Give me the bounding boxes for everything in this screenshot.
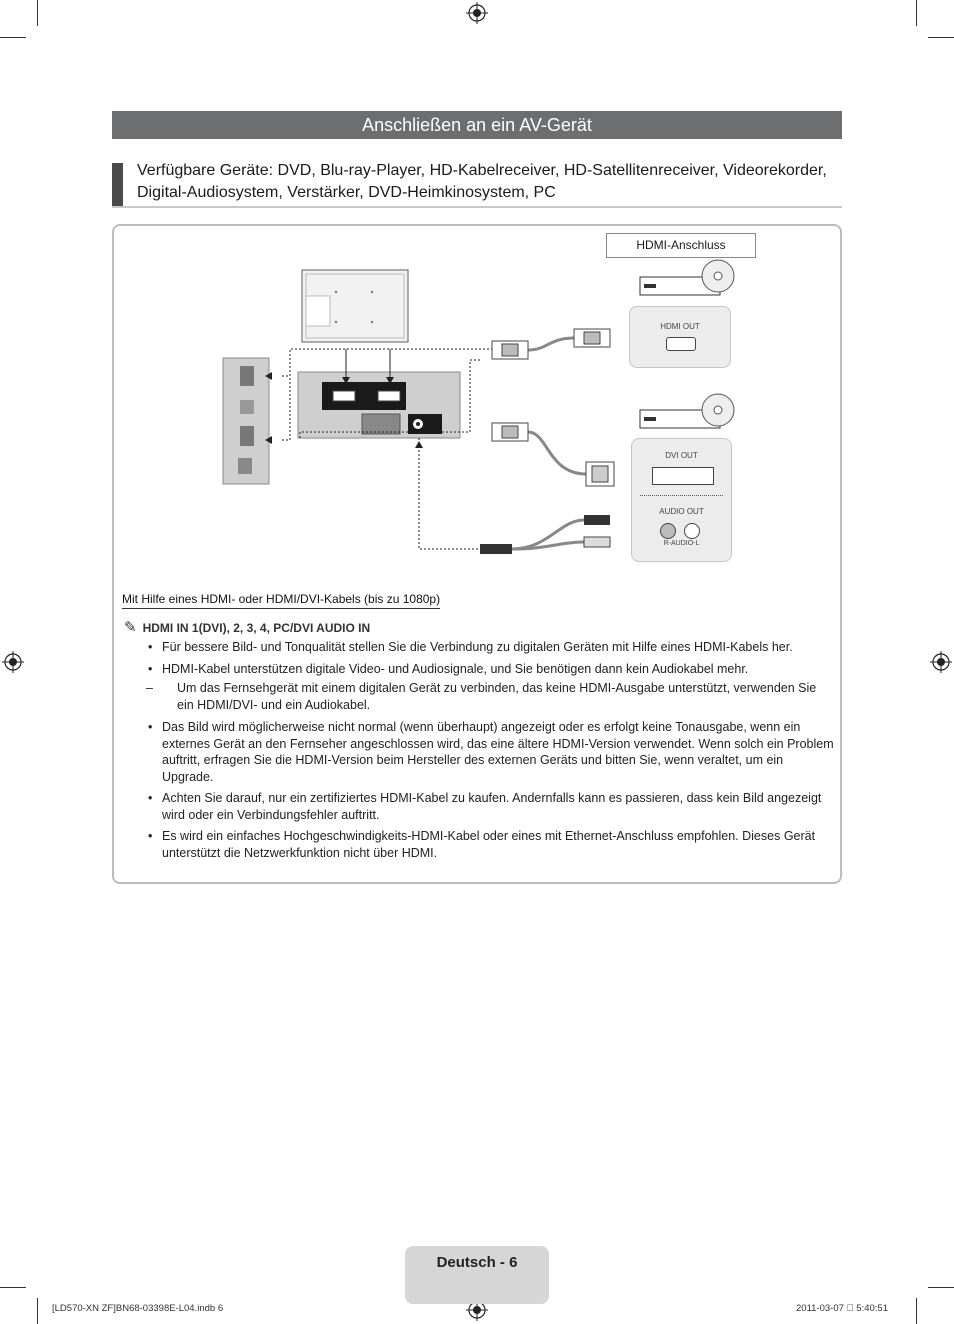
- hdmi-connection-label: HDMI-Anschluss: [606, 233, 756, 258]
- device2-port-panel: [631, 438, 732, 562]
- note-text: HDMI IN 1(DVI), 2, 3, 4, PC/DVI AUDIO IN: [142, 621, 371, 635]
- crop-mark: [37, 0, 38, 26]
- page-number-tab: Deutsch - 6: [405, 1246, 549, 1304]
- heading-marker: [112, 163, 123, 206]
- port-divider: [640, 495, 723, 496]
- imprint-timestamp: 2011-03-07   5:40:51: [796, 1303, 888, 1314]
- crop-mark: [0, 1287, 26, 1288]
- crop-mark: [37, 1298, 38, 1324]
- tv-side-panel: [223, 358, 269, 484]
- list-item: • Das Bild wird möglicherweise nicht normal (wenn überhaupt) angezeigt oder es erfolgt keine Tonausgabe, wenn ein externes Gerät an den Fernseher angeschlossen wird, das eine ältere HDMI-Version verwendet. Wenn solch ein Problem auftritt, erfragen Sie die HDMI-Version beim Hersteller des externen Geräts und bitten Sie, wenn veraltet, um ein Upgrade.: [146, 719, 836, 785]
- page-title: Anschließen an ein AV-Gerät: [112, 111, 842, 139]
- list-item: • Für bessere Bild- und Tonqualität stellen Sie die Verbindung zu digitalen Geräten mit Hilfe eines HDMI-Kabels her.: [146, 639, 836, 656]
- imprint-file-name: [LD570-XN ZF]BN68-03398E-L04.indb 6: [52, 1303, 224, 1314]
- dvi-out-label: DVI OUT: [665, 451, 698, 460]
- audio-cable-connectors-icon: [480, 515, 610, 554]
- crop-mark: [916, 1298, 917, 1324]
- dvd-player-icon: [640, 260, 734, 295]
- tv-back-illustration: [302, 270, 408, 342]
- sub-list-item: – Um das Fernsehgerät mit einem digitalen Gerät zu verbinden, das keine HDMI-Ausgabe unterstützt, verwenden Sie ein HDMI/DVI- und ein Audiokabel.: [146, 680, 836, 713]
- crop-mark: [928, 37, 954, 38]
- dvd-player-icon: [640, 394, 734, 428]
- crop-mark: [916, 0, 917, 26]
- available-devices-heading: [112, 160, 842, 208]
- pencil-note-icon: ✎: [124, 619, 137, 636]
- crop-mark: [0, 37, 26, 38]
- list-item: • Achten Sie darauf, nur ein zertifiziertes HDMI-Kabel zu kaufen. Andernfalls kann es passieren, dass kein Bild angezeigt wird oder ein Verbindungsfehler auftritt.: [146, 790, 836, 823]
- audio-jack-right-icon: [684, 523, 700, 539]
- device1-port-panel: [629, 306, 731, 368]
- section-title: Mit Hilfe eines HDMI- oder HDMI/DVI-Kabels (bis zu 1080p): [122, 592, 440, 609]
- audio-jack-left-icon: [660, 523, 676, 539]
- crop-mark: [928, 1287, 954, 1288]
- available-devices-text: Verfügbare Geräte: DVD, Blu-ray-Player, HD-Kabelreceiver, HD-Satellitenreceiver, Videorekorder, Digital-Audiosystem, Verstärker, DVD-Heimkinosystem, PC: [137, 162, 827, 201]
- audio-out-label: AUDIO OUT: [659, 507, 704, 516]
- bullet-list: [146, 639, 836, 866]
- dvi-port-icon: [652, 467, 714, 485]
- audio-channels-label: R-AUDIO-L: [663, 540, 700, 547]
- hdmi-out-label: HDMI OUT: [660, 322, 700, 331]
- list-item: • HDMI-Kabel unterstützen digitale Video- und Audiosignale, und Sie benötigen dann kein Audiokabel mehr.: [146, 661, 836, 678]
- list-item: • Es wird ein einfaches Hochgeschwindigkeits-HDMI-Kabel oder eines mit Ethernet-Anschluss empfohlen. Dieses Gerät unterstützt die Netzwerkfunktion nicht über HDMI.: [146, 828, 836, 861]
- note-line: [124, 618, 370, 636]
- registration-mark-icon: [466, 2, 488, 24]
- tv-rear-port-panel: [298, 372, 460, 438]
- registration-mark-icon: [2, 651, 24, 673]
- registration-mark-icon: [930, 651, 952, 673]
- hdmi-port-icon: [666, 337, 696, 351]
